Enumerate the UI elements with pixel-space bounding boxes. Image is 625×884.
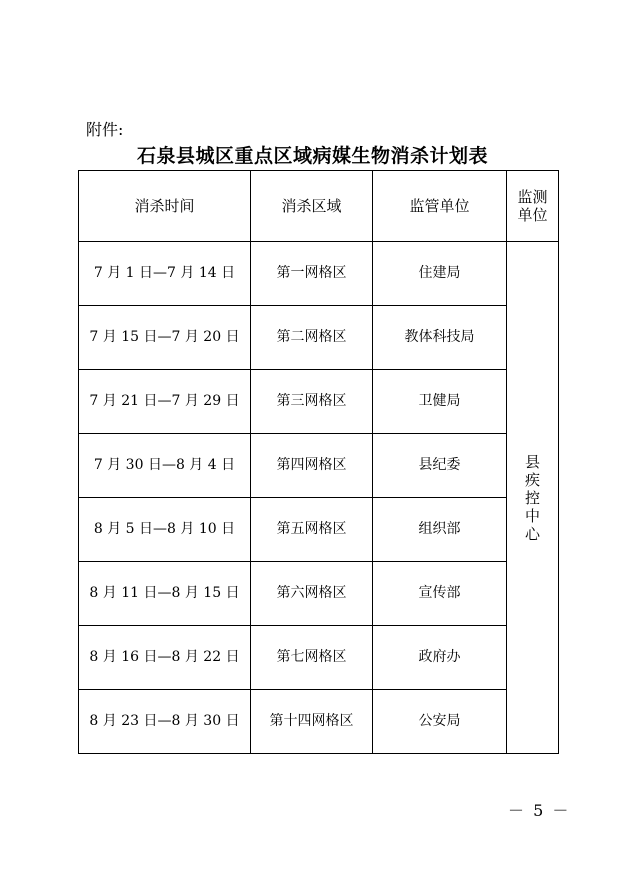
cell-area: 第四网格区 [251,434,373,498]
table-header-row [79,171,559,242]
page-number: － 5 － [508,801,571,820]
column-header-supervisor: 监管单位 [373,171,507,242]
cell-supervisor: 宣传部 [373,562,507,626]
cell-time: 8 月 11 日—8 月 15 日 [79,562,251,626]
table-row [79,306,559,370]
cell-area: 第十四网格区 [251,690,373,754]
table-row [79,498,559,562]
cell-time: 8 月 16 日—8 月 22 日 [79,626,251,690]
monitor-unit-char: 控 [524,488,540,507]
monitor-header-line: 单位 [517,206,548,224]
monitor-header-line: 监测 [517,188,548,206]
attachment-label: 附件: [86,120,124,139]
cell-time: 8 月 5 日—8 月 10 日 [79,498,251,562]
disinfection-plan-table [78,170,559,754]
monitor-unit-char: 中 [524,506,540,525]
table-row [79,434,559,498]
cell-supervisor: 政府办 [373,626,507,690]
cell-time: 7 月 21 日—7 月 29 日 [79,370,251,434]
cell-time: 7 月 1 日—7 月 14 日 [79,242,251,306]
cell-supervisor: 卫健局 [373,370,507,434]
monitor-unit-char: 疾 [524,470,540,489]
cell-area: 第五网格区 [251,498,373,562]
table-row [79,242,559,306]
cell-monitor-unit [507,242,559,754]
monitor-unit-char: 县 [524,452,540,471]
table-row [79,562,559,626]
cell-supervisor: 公安局 [373,690,507,754]
cell-time: 7 月 30 日—8 月 4 日 [79,434,251,498]
cell-area: 第一网格区 [251,242,373,306]
table-row [79,690,559,754]
cell-supervisor: 教体科技局 [373,306,507,370]
column-header-area: 消杀区域 [251,171,373,242]
table-row [79,370,559,434]
cell-area: 第六网格区 [251,562,373,626]
column-header-monitor-unit [507,171,559,242]
document-title: 石泉县城区重点区域病媒生物消杀计划表 [136,145,488,167]
monitor-unit-char: 心 [524,524,540,543]
cell-time: 7 月 15 日—7 月 20 日 [79,306,251,370]
table-row [79,626,559,690]
cell-supervisor: 县纪委 [373,434,507,498]
cell-supervisor: 住建局 [373,242,507,306]
cell-area: 第三网格区 [251,370,373,434]
cell-area: 第二网格区 [251,306,373,370]
cell-supervisor: 组织部 [373,498,507,562]
column-header-time: 消杀时间 [79,171,251,242]
cell-time: 8 月 23 日—8 月 30 日 [79,690,251,754]
cell-area: 第七网格区 [251,626,373,690]
